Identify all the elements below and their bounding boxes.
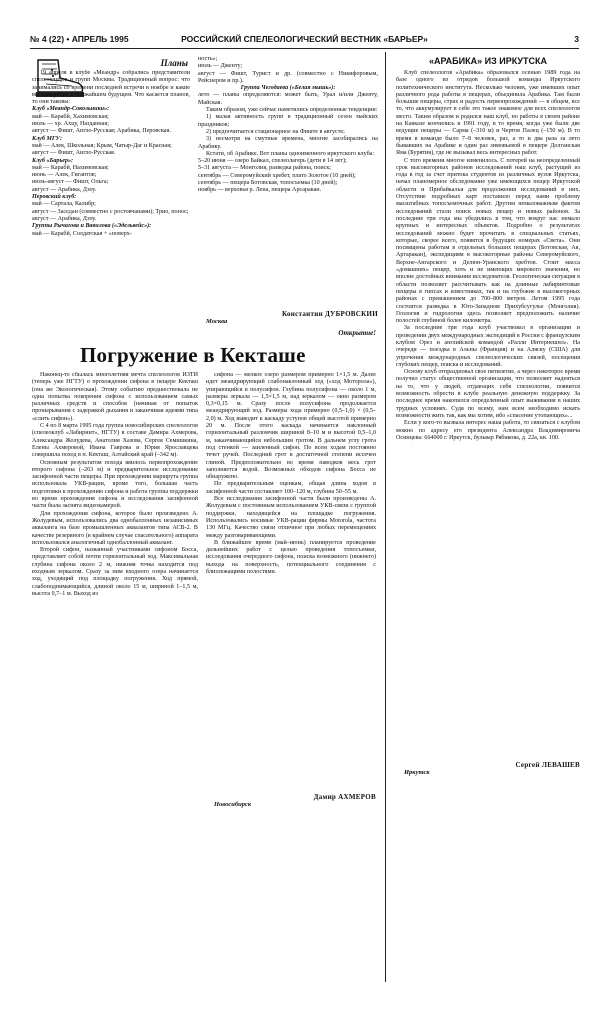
arabika-city: Иркутск: [404, 769, 430, 777]
paragraph: 3) несмотря на смутные времена, многие засобирались на Арабику.: [198, 136, 378, 150]
paragraph: июль-август — Фишт, Ольга;: [32, 179, 109, 186]
paragraph: С того времени многое изменилось. С потерей на неопределенный срок высокогорных районов исследований наш клуб, растущий из года в год за счет притока студентов из различных вузов Иркутска, начал планомерное обследование уже имеющихся пещер Иркутской области и Прибайкалья для продолжения исследований в них. Отсутствие подробных карт поставило перед нами проблему масштабных топосъемочных работ. Другим немаловажным фактом исследований стали поиск новых пещер и новых районов. За последние три года мы убедились в том, что вокруг нас немало крупных и интересных объектов. Подробно о результатах исследований можно будет прочитать в специальных статьях, которые, скорее всего, появятся в будущих номерах «Света». Они посвящены работам в отдельных больших пещерах (Ботовская, Ая, Аргаракан), экспедициям в высокогорные районы Северомуйского, Верхне-Ангарского и Делюн-Уранского хребтов. Стоит масса «домашних» пещер, хоть и не имеющих мирового значения, но вполне достойных внимания исследователя. Геологическая ситуация в области позволяет рассчитывать как на длинные лабиринтовые пещеры в гипсах и известняках, так и на глубокие в высокогорных районах с превышением до 700–800 метров. Летом 1995 года состоится разведка в Юго-Западном Прихубсугулье (Монголия). Геология и гидрология здесь позволяет предположить наличие полостей глубиной более километра.: [396, 157, 580, 325]
section-heading: Группа Чегодаева («Белая мышь»):: [240, 85, 336, 92]
section-heading: Перовский клуб:: [32, 194, 77, 201]
paragraph: июль — Дженту;: [198, 63, 243, 70]
issue-info: № 4 (22) • АПРЕЛЬ 1995: [30, 34, 129, 44]
paragraph: За последние три года клуб участвовал в организации и проведении двух международных экспедиций в России с французским клубом Орез и английской командой «Ралли Интернешнл». На очереди — поездка в Альпы (Франция) и на Аляску (США) для упрочения международных спелеологических связей, посещения глубоких пещер, поиска и исследований.: [396, 325, 580, 368]
paragraph: 5–20 июня — озеро Байкал, спелеолагерь (дети в 14 лет);: [198, 158, 347, 165]
paragraph: Кстати, об Арабике. Вот планы одноименного иркутского клуба:: [206, 150, 375, 157]
article-headline: Погружение в Кекташе: [80, 343, 306, 367]
paragraph: Наконец-то сбылась многолетняя мечта спелеологов ИЗТИ (теперь уже НГТУ) о прохождении сифона в пещере Кекташ (она же Экологическая). Этому событию предшествовала не одна попытка покорения сифона с использованием самых различных средств и способов (начиная от попыток пронырывания с задержкой дыхания и заканчивая идеями типа «слить сифон»).: [32, 372, 198, 422]
paragraph: Клуб спелеологов «Арабика» образовался осенью 1989 года на базе одного из отрядов большой команды Иркутского политехнического института. Несколько человек, уже имевших опыт различного рода работы в пещерах, объединила Арабика. Там были большие пещеры, страх и радость первопрохождений — в общем, все то, что аккумулирует в себе это такое знакомое для всех спелеологов место. Таким образом и родился наш клуб, но работы в своем районе на Кавказе кончились в 1991 году, в то время, когда уже были две ведущие пещеры — Сарма (–310 м) и Чертов Палец (–150 м). В то время в команде было 7–8 человек, раз, а то и два раза за лето бывавших на Арабике и один раз зимовьевой в пещере Долганская Яма (Бурятия), где не вызывал весь интересных работ.: [396, 70, 580, 157]
section-heading: Группы Рычагова и Вавилова («Эдельвейс»):: [32, 223, 152, 230]
arabika-footer: [396, 762, 580, 786]
paragraph: Таким образом, уже сейчас наметились определенные тенденции:: [206, 107, 378, 114]
paragraph: май — Алек, Школьная; Крым, Чатыр-Даг и Красная;: [32, 142, 172, 149]
paragraph: июнь — Алек, Гигантов;: [32, 172, 97, 179]
kektashe-column-1: [32, 372, 198, 912]
section-heading: Клуб «Меандр-Сокольники»:: [32, 106, 110, 113]
header-rule: [30, 48, 579, 49]
paragraph: август — Фишт, Турист и др. (совместно с Никифоровым, Рейснером и пр.).: [198, 70, 378, 84]
paragraph: ноябрь — верховья р. Лена, пещера Арсаракан.: [198, 187, 322, 194]
plans-title: Планы: [160, 58, 188, 68]
paragraph: август — Арабика, Дзоу.: [32, 215, 97, 222]
paragraph: ность»;: [198, 56, 218, 62]
paragraph: Если у кого-то вызвала интерес наша работа, то связаться с клубом можно по адресу его президента Александра Владимировича Осинцева: 664000 г. Иркутск, бульвар Рябикова, д. 22а, кв. 100.: [396, 420, 580, 441]
paragraph: август — Арабика, Дзоу.: [32, 186, 97, 193]
page-number: 3: [574, 34, 579, 44]
paragraph: Основу клуб отпраздновал свое пятилетие, а через некоторое время получил статус общественной организации, что позволяет надеяться на то, что у людей, отдающих себя спелеологии, появится возможность обрести в клубе реальную денежную поддержку. За последнее время накопился определенный опыт выживания в наших трудных условиях. Судя по всему, нам всем необходимо искать возможности жить так, как мы хотим, ибо «спасение утопающих»...: [396, 369, 580, 419]
paragraph: По предварительным оценкам, общая длина ходов в засифонной части составляет 100–120 м, глубина 50–55 м.: [206, 481, 376, 495]
paragraph: 19 апреля в клубе «Меандр» собрались представители спелеоклубов и групп Москвы. Традиционный вопрос: что занимались со времени последней встречи в ноябре и какие вы намерения в ближайшем будущем. Что касается планов, то они таковы:: [32, 70, 190, 106]
arabika-headline: «АРАБИКА» ИЗ ИРКУТСКА: [428, 56, 548, 66]
column-divider: [385, 52, 386, 982]
paragraph: май — Сартала, Калибр;: [32, 201, 96, 208]
plans-signature: Константин ДУБРОВСКИЙ: [281, 311, 378, 318]
paragraph: Все исследования засифонной части были произведены А. Жолудевым с постоянным использованием УКВ-связи с группой поддержки, находящейся на площадке погружения. Использовались носимые УКВ-рации фирмы Motorola, частота 130 МГц. Качество связи отличное при любых перемещениях между разговаривающими.: [206, 496, 376, 539]
paragraph: сентябрь — пещера Ботовская, топосъемка (10 дней);: [198, 180, 338, 187]
section-heading: Клуб «Барьер»:: [32, 157, 74, 164]
article-label: Открытие!: [338, 329, 376, 337]
page-header: [30, 34, 579, 48]
paragraph: август — Заседан (совместно с ростовчанами); Трио, понос;: [32, 208, 189, 215]
plans-column-2: [198, 56, 378, 312]
paragraph: май — Карабй, Хахимовская;: [32, 113, 109, 120]
plans-column-1: [32, 70, 190, 320]
paragraph: июль — хр. Ахцу, Назданная;: [32, 121, 109, 128]
paragraph: август — Фишт, Англо-Русская.: [32, 150, 116, 157]
paragraph: 2) предпочитается стационарное на Фиште в августе;: [206, 128, 345, 135]
paragraph: В ближайшее время (май–июнь) планируется проведение дальнейших работ с целью проведения топосъемки, исследования очередного сифона, поиска возможного (нижнего) выхода на поверхность, потенциального соединения с близлежащими полостями.: [206, 539, 376, 576]
kektashe-signature: Дамир АХМЕРОВ: [313, 794, 376, 801]
paragraph: лето — планы определяются: может быть, Урал и/или Дженту, Майская.: [198, 92, 378, 106]
paragraph: сентябрь — Северомуйский хребет, плато Золотое (10 дней);: [198, 172, 356, 179]
arabika-signature: Сергей ЛЕВАШЕВ: [515, 762, 580, 769]
newspaper-title: РОССИЙСКИЙ СПЕЛЕОЛОГИЧЕСКИЙ ВЕСТНИК «БАРЬЕР»: [181, 34, 428, 44]
paragraph: 1) малая активность групп в традиционный сезон майских праздников;: [198, 114, 378, 128]
paragraph: Основным результатом похода явилось первопрохождение второго сифона (–263 м) и предварительное исследование засифонной части пещеры. При прохождении маршрута группа использовала УКВ-рации, кроме того, большая часть подготовки к прохождению сифона и работа группы поддержки во время прохождения сифона и исследования засифонной части была заснята видеокамерой.: [32, 459, 198, 510]
kektashe-footer: [206, 794, 376, 820]
kektashe-city: Новосибирск: [214, 801, 252, 809]
paragraph: сифона — мелкое озеро размером примерно 1×1,5 м. Далее идет меандрирующий слабонаклонный ход («ход Моторола»), упирающийся в полусифон. Глубина полусифона — около 1 м, размеры зеркала — 1,5×1,5 м, над зеркалом — окно размером 0,3×0,15 м. Сразу после полусифона продолжается меандрирующий ход. Размеры хода примерно (0,5–1,0) × (0,5–2,0) м. Ход выводит к каскаду уступов общей высотой примерно 20 м. После этого каскада начинается наклонный горизонтальный разломчик шириной 8–10 м и высотой 0,5–1,0 м, заканчивающийся небольшим гротом. В дальнем углу грота под стенкой — заиленный сифон. По всем ходам постоянно течет ручей. Последний грот в достаточной степени иссечен глиной. Предположительно во время паводков весь грот заполняется водой. Возможных обходов сифона Босса не обнаружено.: [206, 372, 376, 481]
paragraph: Второй сифон, названный участниками сифоном Босса, представляет собой почти горизонтальный ход. Максимальная глубина сифона около 2 м, нижняя точка находится под входным зеркалом. Сразу за ним входного озера начинается ход, уходящий под площадку погружения. Ход прямой, слабоподнимающийся, длиной около 15 м, шириной 1–1,5 м, высота 0,7–1 м. Выход из: [32, 547, 198, 597]
paragraph: август — Фишт, Англо-Русская; Арабика, Перовская.: [32, 128, 171, 135]
arabika-column: [396, 70, 580, 760]
paragraph: Для прохождения сифона, которое было произведено А. Жолудевым, использовались два однобаллонных независимых акваланга на базе промышленных аквалангов типа АСВ-2. В качестве резервного (в крайнем случае спасательного) аппарата использовался аналогичный однобаллонный акваланг.: [32, 510, 198, 546]
paragraph: С 4 по 8 марта 1995 года группа новосибирских спелеологов (спелеоклуб «Лабиринт», НГТУ) в составе Дамира Ахмерова, Александра Жолудева, Анатолия Хазова, Сергея Семишкина, Елены Ахмеровой, Ивана Гаврова и Юрия Ярославцева совершила поход в п. Кекташ, Алтайский край (–342 м).: [32, 423, 198, 459]
paragraph: май — Карабй, Нахимовская;: [32, 164, 109, 171]
kektashe-column-2: [206, 372, 376, 792]
paragraph: 5–31 августа — Монголия, разведка района, поиск;: [198, 165, 331, 172]
plans-city: Москва: [206, 318, 228, 326]
paragraph: май — Карабй, Солдатская + «поверх-: [32, 230, 132, 237]
section-heading: Клуб МГУ:: [32, 135, 62, 142]
